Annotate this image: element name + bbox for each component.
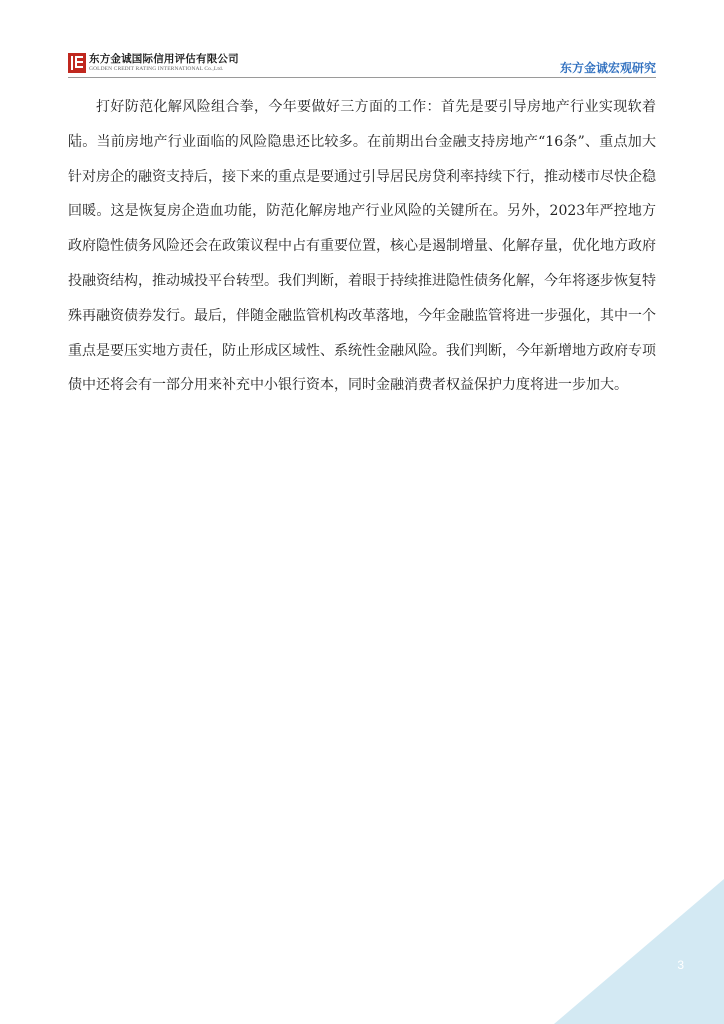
corner-decoration: [554, 879, 724, 1024]
company-logo: [68, 52, 239, 74]
logo-text: [89, 54, 239, 72]
header-divider: [68, 77, 656, 78]
body-content: [68, 90, 656, 403]
section-title: 东方金诚宏观研究: [559, 61, 656, 75]
page-number: 3: [677, 958, 684, 972]
company-name-en: GOLDEN CREDIT RATING INTERNATIONAL Co.,Ltd.: [89, 65, 224, 72]
company-logo-icon: [68, 53, 86, 73]
body-paragraph: 打好防范化解风险组合拳，今年要做好三方面的工作：首先是要引导房地产行业实现软着陆。当前房地产行业面临的风险隐患还比较多。在前期出台金融支持房地产“16条”、重点加大针对房企的融资支持后，接下来的重点是要通过引导居民房贷利率持续下行，推动楼市尽快企稳回暖。这是恢复房企造血功能，防范化解房地产行业风险的关键所在。另外，2023年严控地方政府隐性债务风险还会在政策议程中占有重要位置，核心是遏制增量、化解存量，优化地方政府投融资结构，推动城投平台转型。我们判断，着眼于持续推进隐性债务化解，今年将逐步恢复特殊再融资债券发行。最后，伴随金融监管机构改革落地，今年金融监管将进一步强化，其中一个重点是要压实地方责任，防止形成区域性、系统性金融风险。我们判断，今年新增地方政府专项债中还将会有一部分用来补充中小银行资本，同时金融消费者权益保护力度将进一步加大。: [68, 99, 656, 394]
page-header: [0, 0, 724, 80]
company-name-cn: 东方金诚国际信用评估有限公司: [89, 53, 239, 65]
